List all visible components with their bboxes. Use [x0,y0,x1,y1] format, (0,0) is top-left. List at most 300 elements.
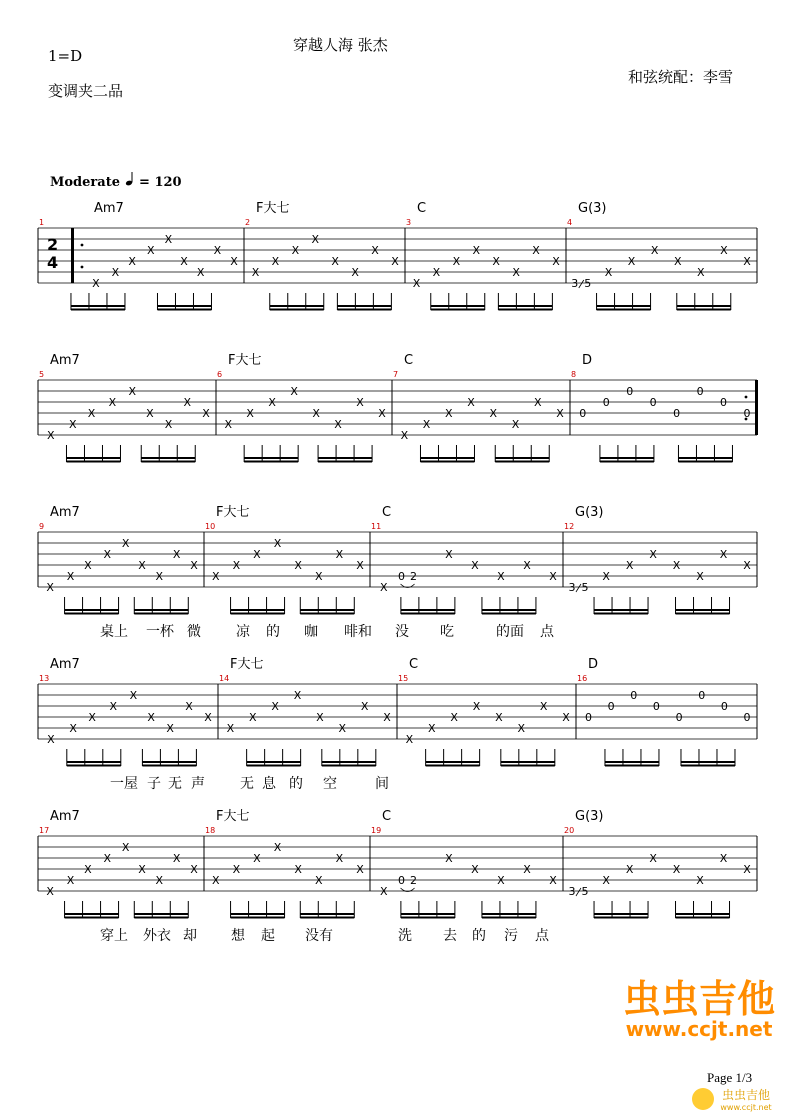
tab-note-open: 0 [720,396,728,409]
tab-note-x: X [121,841,130,854]
lyric-syllable: 没有 [305,928,333,944]
tab-note-x: X [549,570,557,583]
measure-number: 8 [571,370,577,379]
note-beam [594,609,648,611]
chord-name: C [409,657,419,672]
tab-note-x: X [672,863,681,876]
tab-note-x: X [422,418,431,431]
lyric-syllable: 无 [240,776,254,792]
lyric-syllable: 的 [472,928,486,944]
note-beam [594,917,648,919]
note-beam [157,305,211,307]
tab-note-open: 0 [626,385,634,398]
note-beam [600,461,654,463]
tab-note-x: X [604,266,613,279]
tab-note-x: X [294,863,302,876]
tab-note-x: X [379,885,388,898]
tab-note-x: X [673,255,682,268]
lyric-syllable: 一屋 [110,776,138,792]
tab-note-slide-end: 5 [581,885,589,898]
tab-note-x: X [47,733,55,746]
tab-note-x: X [649,548,657,561]
tab-note-x: X [562,711,570,724]
tab-note-x: X [432,266,441,279]
tab-note-x: X [334,418,342,431]
page-number: Page 1/3 [707,1070,753,1085]
note-beam [247,765,301,767]
tab-note-x: X [121,537,130,550]
tab-note-x: X [523,559,531,572]
chord-name: F大七 [216,505,250,520]
chord-name: D [588,657,599,672]
tab-note-x: X [211,874,220,887]
lyric-syllable: 点 [535,928,549,944]
tab-note-x: X [232,863,241,876]
tab-note-x: X [719,548,728,561]
note-beam [134,613,188,615]
tab-note-x: X [69,722,77,735]
measure-number: 6 [217,370,223,379]
slide-mark [576,584,581,592]
tab-note-x: X [291,244,300,257]
chord-name: Am7 [94,201,124,216]
tab-note-x: X [627,255,636,268]
tab-note-x: X [128,255,136,268]
tab-note-x: X [190,559,198,572]
tab-note-x: X [138,863,146,876]
tab-note-x: X [92,277,100,290]
note-beam [270,309,324,311]
note-beam [247,761,301,763]
note-beam [65,913,119,915]
tab-note-x: X [315,570,323,583]
note-beam [71,309,125,311]
measure-number: 19 [371,826,382,835]
measure-number: 20 [564,826,575,835]
note-beam [65,613,119,615]
tab-note-x: X [253,548,261,561]
tab-note-x: X [47,429,55,442]
note-beam [231,913,285,915]
tab-note-x: X [248,711,257,724]
note-beam [134,913,188,915]
note-beam [495,457,549,459]
tab-note-x: X [452,255,461,268]
note-beam [300,613,354,615]
lyric-syllable: 洗 [398,928,412,944]
tab-note-x: X [69,418,77,431]
tab-note-x: X [351,266,359,279]
lyric-syllable: 无 [168,776,182,792]
tab-note-x: X [467,396,475,409]
tab-note-x: X [273,841,282,854]
measure-number: 9 [39,522,45,531]
tab-note-x: X [147,711,155,724]
tab-note-x: X [450,711,458,724]
tab-note-x: X [532,244,540,257]
note-beam [594,913,648,915]
chord-name: F大七 [256,201,290,216]
lyric-syllable: 空 [323,776,337,792]
tab-note-x: X [672,559,681,572]
tab-note-open: 0 [649,396,657,409]
tab-note-x: X [46,581,54,594]
tab-note-x: X [335,852,344,865]
lyric-syllable: 的 [266,624,280,640]
tab-note-x: X [146,244,155,257]
tab-note-x: X [312,407,320,420]
note-beam [300,913,354,915]
repeat-dot [81,266,84,269]
note-beam [318,457,372,459]
lyric-syllable: 外衣 [143,928,171,944]
tab-note-x: X [331,255,339,268]
tab-note-hammer-from: 0 [398,570,406,583]
note-beam [401,613,455,615]
tab-note-x: X [294,559,302,572]
tab-note-x: X [445,852,453,865]
tab-note-x: X [720,244,728,257]
svg-text:www.ccjt.net: www.ccjt.net [720,1103,772,1112]
measure-number: 11 [371,522,382,531]
tab-note-x: X [293,689,302,702]
tab-note-x: X [743,255,751,268]
song-title: 穿越人海 张杰 [293,36,388,54]
tab-note-x: X [556,407,564,420]
note-beam [142,761,196,763]
svg-text:虫虫吉他: 虫虫吉他 [622,977,776,1021]
tab-note-open: 0 [602,396,610,409]
tab-note-hammer-from: 0 [398,874,406,887]
note-beam [65,609,119,611]
tab-note-open: 0 [720,700,728,713]
lyric-syllable: 间 [375,776,389,792]
tab-note-x: X [696,874,704,887]
tab-note-x: X [533,396,542,409]
tab-note-x: X [405,733,414,746]
tab-note-x: X [109,700,118,713]
chord-name: Am7 [50,657,80,672]
note-beam [678,457,732,459]
note-beam [681,765,735,767]
chord-name: F大七 [230,657,264,672]
tab-note-x: X [166,722,174,735]
note-beam [431,309,485,311]
tab-note-x: X [271,700,279,713]
tab-note-x: X [108,396,117,409]
lyric-syllable: 想 [231,928,245,944]
tab-note-x: X [497,874,505,887]
chord-name: Am7 [50,353,80,368]
note-beam [420,461,474,463]
tab-note-x: X [246,407,254,420]
lyric-syllable: 起 [261,928,275,944]
tab-note-x: X [111,266,120,279]
lyric-syllable: 吃 [440,624,454,640]
note-beam [231,613,285,615]
note-beam [401,913,455,915]
tab-note-x: X [164,418,173,431]
tab-note-x: X [697,266,705,279]
note-beam [676,917,730,919]
note-beam [676,613,730,615]
note-beam [141,461,195,463]
note-beam [501,765,555,767]
tab-note-open: 0 [579,407,587,420]
tab-note-x: X [391,255,399,268]
note-beam [300,917,354,919]
tab-note-x: X [743,559,751,572]
tab-note-x: X [146,407,154,420]
lyric-syllable: 去 [443,928,457,944]
tab-note-x: X [180,255,188,268]
note-beam [337,309,391,311]
tab-note-x: X [103,852,112,865]
tab-note-x: X [155,570,164,583]
repeat-dot [81,244,84,247]
tab-note-x: X [445,548,453,561]
tempo-value: = 120 [139,175,182,190]
slide-mark [579,280,584,288]
note-beam [157,309,211,311]
tab-note-x: X [511,418,520,431]
tab-note-x: X [445,407,453,420]
note-beam [134,917,188,919]
tab-note-x: X [172,548,181,561]
tab-note-x: X [251,266,260,279]
footer-logo [690,1084,786,1114]
lyric-syllable: 息 [262,776,276,792]
tab-note-x: X [172,852,181,865]
chord-name: C [417,201,427,216]
lyric-syllable: 污 [504,928,518,944]
chord-name: G(3) [575,809,604,824]
tab-note-x: X [649,852,657,865]
chord-name: D [582,353,593,368]
note-beam [231,917,285,919]
tab-note-x: X [378,407,386,420]
tab-note-x: X [224,418,233,431]
tab-note-x: X [472,700,481,713]
tab-note-x: X [268,396,276,409]
tab-note-x: X [202,407,210,420]
tab-note-x: X [512,266,520,279]
time-signature-bottom: 4 [47,253,59,272]
svg-text:虫虫吉他: 虫虫吉他 [721,1088,771,1102]
repeat-dot [745,396,748,399]
lyric-syllable: 一杯 [146,624,174,640]
tab-note-x: X [492,255,500,268]
tab-note-x: X [138,559,146,572]
lyric-syllable: 的 [289,776,303,792]
slide-mark [576,888,581,896]
tab-note-slide-end: 5 [584,277,592,290]
note-beam [66,457,120,459]
tab-note-hammer-to: 2 [410,570,418,583]
measure-number: 14 [219,674,230,683]
tab-note-x: X [471,559,479,572]
tab-note-x: X [103,548,112,561]
note-beam [594,613,648,615]
tab-note-x: X [84,559,92,572]
note-beam [231,609,285,611]
tab-note-x: X [315,874,323,887]
tab-note-slide-end: 5 [581,581,589,594]
tab-note-x: X [383,711,391,724]
note-beam [426,761,480,763]
measure-number: 13 [39,674,50,683]
tab-note-x: X [719,852,728,865]
tab-note-open: 0 [696,385,704,398]
note-beam [431,305,485,307]
lyric-syllable: 凉 [236,624,250,640]
chord-name: G(3) [578,201,607,216]
tab-note-x: X [743,863,751,876]
note-beam [322,765,376,767]
note-beam [600,457,654,459]
tab-note-x: X [602,570,610,583]
tab-note-open: 0 [675,711,683,724]
chord-name: F大七 [216,809,250,824]
chord-name: Am7 [50,505,80,520]
tab-note-open: 0 [743,407,751,420]
note-beam [67,761,121,763]
tab-note-open: 0 [673,407,681,420]
tab-note-x: X [129,689,138,702]
tab-note-open: 0 [652,700,660,713]
note-beam [337,305,391,307]
tab-note-x: X [625,559,634,572]
lyric-syllable: 却 [183,928,197,944]
note-beam [322,761,376,763]
note-beam [605,761,659,763]
tab-note-x: X [88,711,96,724]
repeat-end-bar [755,380,758,435]
chord-name: F大七 [228,353,262,368]
tab-note-x: X [650,244,659,257]
tab-note-x: X [183,396,192,409]
note-beam [482,913,536,915]
note-beam [141,457,195,459]
note-beam [495,461,549,463]
tab-note-x: X [523,863,531,876]
tab-note-x: X [379,581,388,594]
lyric-syllable: 的面 [496,624,524,640]
tab-note-x: X [190,863,198,876]
lyric-syllable: 子 [147,776,161,792]
tab-note-x: X [253,852,261,865]
tab-note-x: X [497,570,505,583]
tab-note-x: X [226,722,235,735]
note-beam [677,309,731,311]
key-signature: 1=D [48,47,83,65]
note-beam [401,917,455,919]
tab-note-x: X [87,407,96,420]
tab-note-x: X [552,255,560,268]
tab-note-x: X [66,874,75,887]
chord-name: C [382,505,392,520]
lyric-syllable: 声 [191,776,205,792]
tab-note-slide-start: 3 [568,885,576,898]
tab-note-x: X [128,385,137,398]
lyric-syllable: 咖 [304,624,318,640]
note-beam [300,609,354,611]
tab-note-x: X [356,559,364,572]
tab-note-x: X [316,711,324,724]
measure-number: 18 [205,826,216,835]
tab-note-x: X [489,407,498,420]
tab-note-x: X [155,874,164,887]
note-beam [244,457,298,459]
tab-note-x: X [549,874,557,887]
note-beam [597,305,651,307]
chord-name: C [382,809,392,824]
watermark-logo [608,968,790,1046]
lyric-syllable: 点 [540,624,554,640]
lyric-syllable: 桌上 [100,624,128,640]
measure-number: 5 [39,370,45,379]
svg-text:www.ccjt.net: www.ccjt.net [625,1017,773,1041]
arranger-credit: 和弦统配：李雪 [628,68,734,86]
note-beam [677,305,731,307]
tab-note-x: X [517,722,526,735]
note-beam [678,461,732,463]
note-beam [676,913,730,915]
tab-note-x: X [471,863,479,876]
lyric-syllable: 没 [395,624,409,640]
tab-note-x: X [495,711,503,724]
tab-note-x: X [602,874,610,887]
note-beam [482,917,536,919]
note-beam [71,305,125,307]
note-beam [270,305,324,307]
note-beam [681,761,735,763]
tab-note-x: X [164,233,173,246]
tab-note-x: X [185,700,193,713]
tab-note-x: X [311,233,320,246]
note-beam [498,309,552,311]
lyric-syllable: 穿上 [100,928,128,944]
tab-note-x: X [213,244,222,257]
measure-number: 17 [39,826,50,835]
note-beam [244,461,298,463]
tab-note-x: X [335,548,344,561]
tab-note-x: X [46,885,54,898]
note-beam [426,765,480,767]
tab-note-x: X [371,244,379,257]
tab-note-x: X [338,722,347,735]
measure-number: 16 [577,674,588,683]
tab-note-x: X [230,255,238,268]
tab-note-x: X [625,863,634,876]
note-beam [401,609,455,611]
tab-note-x: X [84,863,92,876]
note-beam [498,305,552,307]
note-beam [482,609,536,611]
tab-note-open: 0 [607,700,615,713]
tab-note-x: X [211,570,220,583]
tab-note-x: X [196,266,205,279]
measure-number: 2 [245,218,251,227]
tab-note-x: X [204,711,212,724]
tab-note-x: X [696,570,704,583]
note-beam [142,765,196,767]
note-beam [605,765,659,767]
tempo-label: Moderate [50,175,120,190]
measure-number: 10 [205,522,216,531]
note-beam [318,461,372,463]
lyric-syllable: 啡和 [344,624,372,640]
